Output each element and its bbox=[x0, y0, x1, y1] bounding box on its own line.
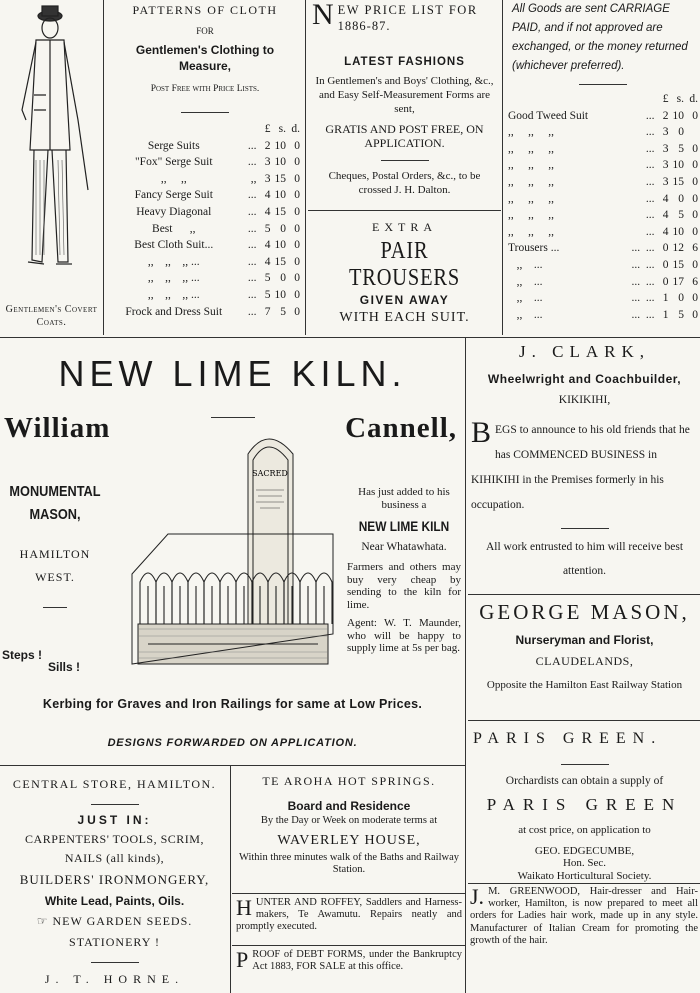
given-away: GIVEN AWAY bbox=[359, 293, 450, 307]
price-item: ,, ... bbox=[508, 258, 543, 271]
price-shillings: 17 bbox=[672, 275, 684, 288]
price-item: ,, ,, ,, bbox=[508, 209, 554, 222]
mason-trade: Nurseryman and Florist, bbox=[515, 633, 654, 647]
price-shillings: 10 bbox=[274, 288, 286, 301]
price-pence: 0 bbox=[294, 222, 300, 235]
currency-pence: d. bbox=[291, 123, 300, 135]
price-row bbox=[506, 274, 700, 291]
pointing-hand-icon: ☞ bbox=[36, 914, 49, 928]
price-shillings: 10 bbox=[672, 109, 684, 122]
lime-kiln-advert bbox=[0, 338, 465, 765]
paris-society: Waikato Horticultural Society. bbox=[517, 870, 652, 882]
price-shillings: 10 bbox=[274, 139, 286, 152]
price-row bbox=[506, 224, 700, 241]
price-leader: ... bbox=[645, 209, 655, 222]
price-pence: 0 bbox=[294, 239, 300, 252]
paris-person: GEO. EDGECUMBE, bbox=[534, 845, 635, 857]
price-shillings: 10 bbox=[672, 159, 684, 172]
designs-forwarded: DESIGNS FORWARDED ON APPLICATION. bbox=[107, 737, 358, 749]
paris-big: PARIS GREEN bbox=[486, 795, 683, 814]
divider-bottom-mid bbox=[230, 765, 231, 993]
price-shillings: 0 bbox=[678, 292, 684, 305]
price-leader: ... bbox=[247, 189, 257, 202]
price-pounds: 5 bbox=[264, 222, 271, 235]
price-leader: ... bbox=[247, 272, 257, 285]
town-hamilton: HAMILTON bbox=[19, 547, 91, 561]
price-pounds: 3 bbox=[662, 175, 669, 188]
price-list-body: In Gentlemen's and Boys' Clothing, &c., and Easy Self-Measurement Forms are sent, bbox=[315, 75, 494, 115]
goods-price-table bbox=[506, 91, 700, 323]
price-item: "Fox" Serge Suit bbox=[134, 156, 213, 169]
just-in: JUST IN: bbox=[77, 813, 152, 827]
price-leader: ... bbox=[247, 305, 257, 318]
price-row bbox=[106, 221, 302, 238]
paris-sec: Hon. Sec. bbox=[562, 857, 607, 869]
divider-paris-greenwood bbox=[468, 883, 700, 884]
price-item: ,, ,, ,, bbox=[508, 126, 554, 139]
debt-body: ROOF of DEBT FORMS, under the Bankruptcy Act 1883, FOR SALE at this office. bbox=[252, 949, 462, 973]
price-list-title: EW PRICE LIST FOR bbox=[337, 3, 478, 17]
town-west: WEST. bbox=[35, 570, 75, 584]
price-leader: ... ... bbox=[631, 292, 655, 305]
price-pounds: 3 bbox=[264, 156, 271, 169]
price-pounds: 7 bbox=[264, 305, 271, 318]
name-william: William bbox=[4, 412, 111, 444]
clark-place: KIKIKIHI, bbox=[558, 394, 611, 406]
aroha-waverley: WAVERLEY HOUSE, bbox=[277, 833, 421, 848]
price-item: ,, ... bbox=[508, 308, 543, 321]
price-list-year: 1886-87. bbox=[337, 19, 391, 33]
price-pounds: 1 bbox=[662, 308, 669, 321]
price-shillings: 15 bbox=[274, 205, 286, 218]
central-nails: NAILS (all kinds), bbox=[64, 851, 165, 865]
central-white-lead: White Lead, Paints, Oils. bbox=[44, 894, 185, 908]
price-pounds: 5 bbox=[264, 272, 271, 285]
price-row bbox=[106, 287, 302, 304]
price-row bbox=[106, 138, 302, 155]
drop-cap-j: J. bbox=[470, 884, 485, 909]
goods-price-panel bbox=[506, 0, 700, 323]
pair-trousers: PAIR TROUSERS bbox=[348, 238, 461, 291]
price-pounds: 2 bbox=[662, 109, 669, 122]
price-pounds: 4 bbox=[264, 189, 271, 202]
price-pence: 0 bbox=[692, 258, 698, 271]
greenwood-advert bbox=[470, 886, 698, 947]
price-leader: ... bbox=[645, 225, 655, 238]
sills-label: Sills ! bbox=[48, 660, 81, 674]
trade-mason: MASON, bbox=[29, 506, 81, 523]
clark-work: All work entrusted to him will receive best attention. bbox=[485, 541, 684, 577]
currency-shilling: s. bbox=[278, 123, 286, 135]
price-pence: 0 bbox=[692, 192, 698, 205]
short-rule bbox=[91, 962, 139, 963]
price-leader: ... bbox=[247, 239, 257, 252]
price-pence: 0 bbox=[294, 156, 300, 169]
price-row bbox=[506, 174, 700, 191]
new-lime-kiln-sub: NEW LIME KILN bbox=[358, 518, 450, 534]
drop-cap-h: H bbox=[236, 895, 252, 920]
price-row bbox=[506, 307, 700, 324]
price-leader: ... ... bbox=[631, 308, 655, 321]
cloth-title: PATTERNS OF CLOTH bbox=[132, 3, 278, 17]
price-pence: 0 bbox=[692, 109, 698, 122]
gravestone-inscription: SACRED bbox=[252, 469, 288, 478]
extra-label: EXTRA bbox=[372, 220, 437, 234]
drop-cap-b: B bbox=[471, 416, 492, 449]
currency-pound: £ bbox=[264, 123, 271, 135]
price-leader: ... bbox=[645, 159, 655, 172]
price-pounds: 3 bbox=[662, 126, 669, 139]
price-shillings: 5 bbox=[678, 142, 684, 155]
price-pence: 0 bbox=[294, 205, 300, 218]
price-pence: 0 bbox=[692, 308, 698, 321]
price-shillings: 10 bbox=[274, 156, 286, 169]
price-item: ,, ,, ,, bbox=[508, 142, 554, 155]
price-pence: 0 bbox=[294, 288, 300, 301]
gentleman-figure-panel bbox=[0, 0, 103, 335]
price-pounds: 1 bbox=[662, 292, 669, 305]
price-pence: 0 bbox=[692, 209, 698, 222]
price-row bbox=[506, 207, 700, 224]
short-rule bbox=[91, 804, 139, 805]
price-item: Trousers ... bbox=[508, 242, 560, 255]
price-leader: ... bbox=[247, 288, 257, 301]
price-leader: ... bbox=[247, 156, 257, 169]
price-pounds: 0 bbox=[662, 258, 669, 271]
aroha-by: By the Day or Week on moderate terms at bbox=[260, 815, 438, 826]
price-row bbox=[106, 171, 302, 188]
cloth-price-table bbox=[106, 121, 302, 320]
price-pounds: 3 bbox=[662, 142, 669, 155]
price-item: Best ,, bbox=[152, 222, 196, 235]
price-shillings: 5 bbox=[678, 308, 684, 321]
short-rule bbox=[181, 112, 229, 113]
price-leader: ,, bbox=[250, 172, 257, 185]
price-leader: ... bbox=[645, 109, 655, 122]
price-row bbox=[506, 157, 700, 174]
price-pence: 6 bbox=[692, 275, 698, 288]
price-shillings: 0 bbox=[280, 272, 286, 285]
central-stationery: STATIONERY ! bbox=[69, 935, 160, 949]
price-row bbox=[106, 237, 302, 254]
price-pence: 0 bbox=[692, 159, 698, 172]
drop-cap-p: P bbox=[236, 947, 249, 972]
aroha-board: Board and Residence bbox=[287, 799, 411, 813]
central-seeds-text: NEW GARDEN SEEDS. bbox=[52, 914, 193, 928]
price-pounds: 4 bbox=[264, 205, 271, 218]
carriage-paid-note: All Goods are sent CARRIAGE PAID, and if not approved are exchanged, or the money returned (whichever preferred). bbox=[512, 3, 688, 72]
price-pence: 0 bbox=[294, 272, 300, 285]
price-pounds: 5 bbox=[264, 288, 271, 301]
price-list-panel bbox=[308, 0, 501, 326]
divider-col1 bbox=[103, 0, 104, 335]
agent-note: Agent: W. T. Maunder, who will be happy to supply lime at 5s per bag. bbox=[347, 617, 461, 654]
price-leader: ... bbox=[247, 255, 257, 268]
price-row bbox=[506, 124, 700, 141]
hunter-advert bbox=[236, 897, 462, 934]
price-row bbox=[506, 108, 700, 125]
price-item: ,, ,, ,, bbox=[508, 159, 554, 172]
gravestone-illustration bbox=[128, 424, 340, 674]
price-shillings: 15 bbox=[274, 255, 286, 268]
price-pounds: 0 bbox=[662, 242, 669, 255]
short-rule bbox=[381, 160, 429, 161]
price-pence: 0 bbox=[692, 175, 698, 188]
price-shillings: 15 bbox=[672, 175, 684, 188]
price-item: ,, ,, ,, bbox=[508, 175, 554, 188]
paris-green-advert bbox=[469, 724, 700, 883]
price-pence: 0 bbox=[692, 225, 698, 238]
price-leader: ... ... bbox=[631, 242, 655, 255]
price-item: ,, ,, ,, bbox=[508, 225, 554, 238]
price-pounds: 3 bbox=[662, 159, 669, 172]
price-row bbox=[106, 187, 302, 204]
divider-col2 bbox=[305, 0, 306, 335]
price-row bbox=[106, 154, 302, 171]
cloth-subtitle: Gentlemen's Clothing to Measure, bbox=[135, 43, 275, 73]
price-pence: 0 bbox=[294, 255, 300, 268]
mason-opposite: Opposite the Hamilton East Railway Station bbox=[486, 679, 683, 691]
price-item: ,, ,, ,, ... bbox=[147, 272, 200, 285]
price-item: Fancy Serge Suit bbox=[134, 189, 213, 202]
divider-aroha-hunter bbox=[232, 893, 465, 894]
price-pence: 0 bbox=[692, 142, 698, 155]
price-row bbox=[106, 270, 302, 287]
short-rule bbox=[211, 417, 255, 418]
price-item: Heavy Diagonal bbox=[136, 205, 212, 218]
price-leader: ... bbox=[645, 192, 655, 205]
price-row bbox=[106, 304, 302, 321]
currency-pound: £ bbox=[662, 93, 669, 105]
central-store-advert bbox=[0, 768, 229, 987]
divider-col3 bbox=[502, 0, 503, 335]
mason-name: GEORGE MASON, bbox=[479, 600, 690, 624]
price-pounds: 4 bbox=[662, 225, 669, 238]
price-leader: ... bbox=[247, 205, 257, 218]
price-pounds: 4 bbox=[662, 209, 669, 222]
currency-pence: d. bbox=[689, 93, 698, 105]
mason-advert bbox=[469, 596, 700, 692]
greenwood-body: M. GREENWOOD, Hair-dresser and Hair-worker, Hamilton, is now prepared to meet all orders for Ladies hair work, made up in any style. Manufacturer of Italian Cream for promoting the growth of the hair. bbox=[470, 886, 698, 946]
has-just-added: Has just added to his business a bbox=[358, 486, 450, 511]
near-whatawhata: Near Whatawhata. bbox=[361, 541, 447, 553]
price-shillings: 10 bbox=[274, 239, 286, 252]
cloth-price-panel bbox=[106, 0, 304, 320]
price-pounds: 4 bbox=[264, 255, 271, 268]
central-seeds bbox=[0, 914, 229, 929]
short-rule bbox=[579, 84, 627, 85]
price-item: ,, ,, bbox=[160, 172, 187, 185]
price-leader: ... bbox=[247, 222, 257, 235]
divider-hunter-debt bbox=[232, 945, 465, 946]
price-row bbox=[106, 254, 302, 271]
drop-cap-n: N bbox=[312, 0, 334, 31]
price-item: Serge Suits bbox=[147, 139, 200, 152]
central-title: CENTRAL STORE, HAMILTON. bbox=[12, 777, 217, 791]
price-item: ,, ... bbox=[508, 275, 543, 288]
price-leader: ... bbox=[645, 126, 655, 139]
price-leader: ... bbox=[645, 142, 655, 155]
price-item: Best Cloth Suit... bbox=[134, 239, 214, 252]
price-item: Frock and Dress Suit bbox=[125, 305, 223, 318]
price-item: ,, ... bbox=[508, 292, 543, 305]
price-shillings: 15 bbox=[672, 258, 684, 271]
short-rule bbox=[561, 528, 609, 529]
debt-forms-advert bbox=[236, 949, 462, 973]
steps-label: Steps ! bbox=[2, 648, 43, 662]
currency-shilling: s. bbox=[676, 93, 684, 105]
price-leader: ... bbox=[645, 175, 655, 188]
price-row bbox=[506, 141, 700, 158]
price-shillings: 15 bbox=[274, 172, 286, 185]
te-aroha-advert bbox=[234, 768, 464, 876]
central-tools: CARPENTERS' TOOLS, SCRIM, bbox=[25, 832, 204, 846]
clark-name: J. CLARK, bbox=[519, 342, 650, 361]
price-item: ,, ,, ,, ... bbox=[147, 255, 200, 268]
cheques-line: Cheques, Postal Orders, &c., to be crossed J. H. Dalton. bbox=[328, 170, 481, 196]
farmers-note: Farmers and others may buy very cheap by sending to the kiln for lime. bbox=[347, 561, 461, 611]
price-shillings: 0 bbox=[678, 192, 684, 205]
clark-body: EGS to announce to his old friends that he has COMMENCED BUSINESS in KIHIKIHI in the Premises formerly in his occupation. bbox=[471, 424, 690, 511]
price-pence: 0 bbox=[294, 189, 300, 202]
price-shillings: 5 bbox=[280, 305, 286, 318]
trade-monumental: MONUMENTAL bbox=[9, 483, 101, 500]
divider-right-column bbox=[465, 337, 466, 993]
cloth-for: FOR bbox=[196, 26, 214, 36]
short-rule bbox=[43, 607, 67, 608]
clark-trade: Wheelwright and Coachbuilder, bbox=[487, 372, 682, 386]
price-pence: 0 bbox=[294, 305, 300, 318]
mason-place: CLAUDELANDS, bbox=[535, 654, 634, 668]
kerbing-line: Kerbing for Graves and Iron Railings for same at Low Prices. bbox=[42, 697, 423, 711]
price-pounds: 3 bbox=[264, 172, 271, 185]
aroha-title: TE AROHA HOT SPRINGS. bbox=[262, 774, 436, 788]
price-pounds: 2 bbox=[264, 139, 271, 152]
price-shillings: 5 bbox=[678, 209, 684, 222]
price-pence: 6 bbox=[692, 242, 698, 255]
price-row bbox=[506, 257, 700, 274]
post-free-note: Post Free with Price Lists. bbox=[150, 84, 260, 94]
gentleman-illustration bbox=[0, 0, 103, 300]
divider-mason-paris bbox=[468, 720, 700, 721]
short-rule bbox=[561, 764, 609, 765]
paris-orchardists: Orchardists can obtain a supply of bbox=[505, 775, 664, 787]
price-pence: 0 bbox=[294, 172, 300, 185]
covert-coats-caption: Gentlemen's Covert Coats. bbox=[5, 304, 98, 328]
divider-clark-mason bbox=[468, 594, 700, 595]
paris-heading: PARIS GREEN. bbox=[473, 730, 663, 747]
price-row bbox=[506, 240, 700, 257]
price-item: Good Tweed Suit bbox=[508, 109, 589, 122]
name-cannell: Cannell, bbox=[345, 412, 457, 444]
with-each-suit: WITH EACH SUIT. bbox=[339, 310, 470, 325]
price-pence: 0 bbox=[692, 292, 698, 305]
price-item: ,, ,, ,, ... bbox=[147, 288, 200, 301]
price-pounds: 0 bbox=[662, 275, 669, 288]
price-leader: ... bbox=[247, 139, 257, 152]
clark-advert bbox=[469, 340, 700, 583]
price-pounds: 4 bbox=[264, 239, 271, 252]
price-leader: ... ... bbox=[631, 258, 655, 271]
price-shillings: 0 bbox=[280, 222, 286, 235]
price-shillings: 10 bbox=[274, 189, 286, 202]
price-row bbox=[506, 290, 700, 307]
gratis-line: GRATIS AND POST FREE, ON APPLICATION. bbox=[325, 122, 484, 150]
price-row bbox=[106, 204, 302, 221]
price-shillings: 10 bbox=[672, 225, 684, 238]
hunter-body: UNTER AND ROFFEY, Saddlers and Harness-makers, Te Awamutu. Repairs neatly and promptly executed. bbox=[236, 897, 462, 933]
price-pounds: 4 bbox=[662, 192, 669, 205]
divider-mid-left bbox=[0, 765, 465, 766]
latest-fashions: LATEST FASHIONS bbox=[344, 56, 465, 68]
central-builders: BUILDERS' IRONMONGERY, bbox=[19, 872, 210, 887]
price-pence bbox=[686, 124, 700, 141]
price-shillings: 12 bbox=[672, 242, 684, 255]
price-shillings: 0 bbox=[678, 126, 684, 139]
price-item: ,, ,, ,, bbox=[508, 192, 554, 205]
aroha-within: Within three minutes walk of the Baths and Railway Station. bbox=[238, 852, 460, 875]
lime-kiln-headline: NEW LIME KILN. bbox=[58, 353, 407, 394]
price-leader: ... ... bbox=[631, 275, 655, 288]
central-horne: J. T. HORNE. bbox=[44, 972, 185, 986]
paris-cost: at cost price, on application to bbox=[518, 824, 651, 836]
price-row bbox=[506, 191, 700, 208]
price-pence: 0 bbox=[294, 139, 300, 152]
